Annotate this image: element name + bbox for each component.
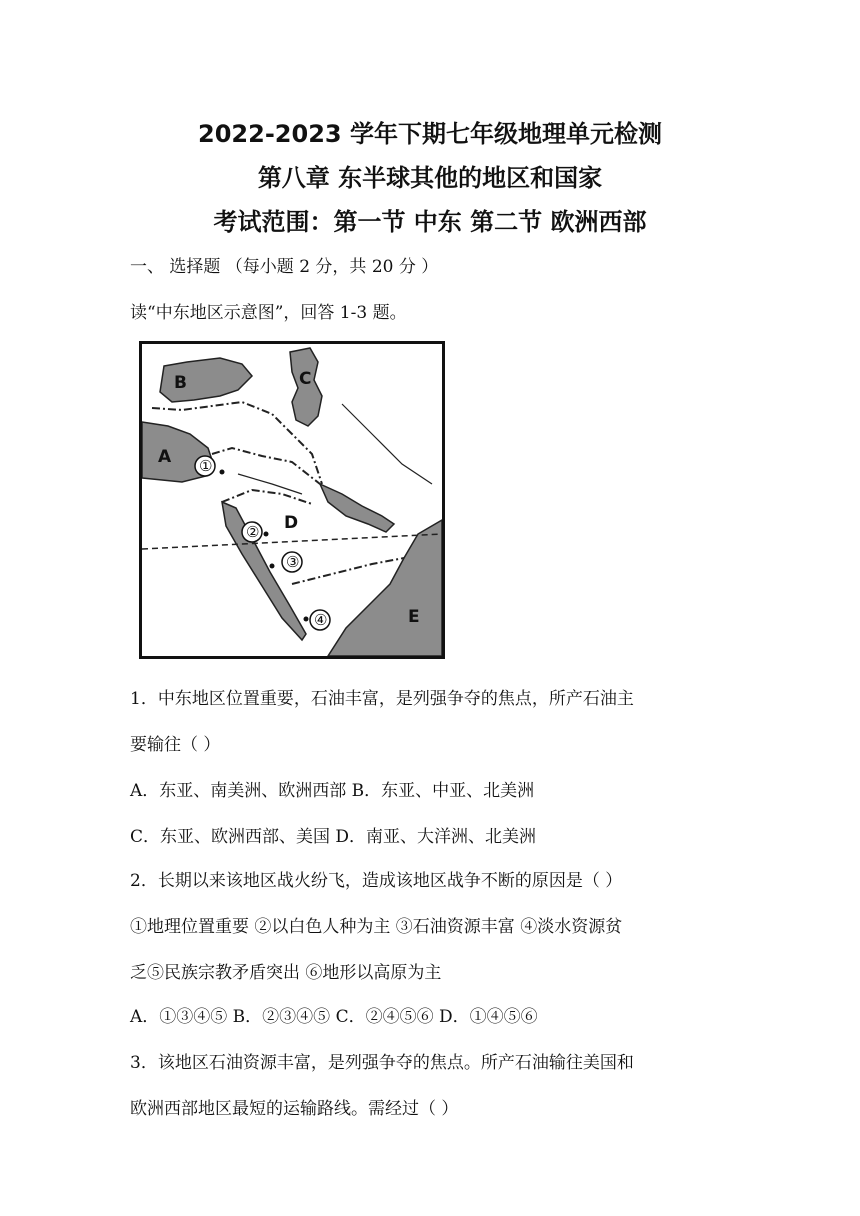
map-marker-4: ④	[314, 611, 328, 629]
coast-line	[342, 404, 432, 484]
middle-east-map	[139, 341, 445, 659]
border-line	[212, 448, 320, 484]
map-marker-3: ③	[286, 553, 300, 571]
chapter-title: 第八章 东半球其他的地区和国家	[257, 164, 603, 192]
map-drawing	[142, 344, 442, 656]
tropic-line	[142, 534, 442, 549]
map-marker-1: ①	[199, 457, 213, 475]
q2-options-line1: A．①③④⑤ B．②③④⑤ C．②④⑤⑥ D．①④⑤⑥	[130, 1007, 538, 1027]
q3-stem-line2: 欧洲西部地区最短的运输路线。需经过（ ）	[130, 1099, 459, 1119]
map-marker-2: ②	[246, 523, 260, 541]
q2-stem-line3: 乏⑤民族宗教矛盾突出 ⑥地形以高原为主	[130, 963, 442, 983]
section-heading: 一、 选择题 （每小题 2 分，共 20 分 ）	[130, 257, 439, 277]
border-line	[292, 558, 404, 584]
q1-options-line2: C．东亚、欧洲西部、美国 D．南亚、大洋洲、北美洲	[130, 827, 537, 847]
section-intro: 读“中东地区示意图”，回答 1-3 题。	[130, 303, 407, 323]
persian-gulf	[320, 484, 394, 532]
map-label-b: B	[174, 373, 187, 393]
q2-stem-line2: ①地理位置重要 ②以白色人种为主 ③石油资源丰富 ④淡水资源贫	[130, 917, 623, 937]
q2-stem-line1: 2．长期以来该地区战火纷飞，造成该地区战争不断的原因是（ ）	[130, 871, 623, 891]
map-label-e: E	[408, 607, 420, 627]
q1-options-line1: A．东亚、南美洲、欧洲西部 B．东亚、中亚、北美洲	[130, 781, 535, 801]
q1-stem-line2: 要输往（ ）	[130, 735, 221, 755]
map-label-c: C	[299, 369, 312, 389]
exam-scope: 考试范围：第一节 中东 第二节 欧洲西部	[213, 208, 647, 236]
border-line	[222, 490, 312, 504]
arabian-sea	[328, 520, 442, 656]
q3-stem-line1: 3．该地区石油资源丰富，是列强争夺的焦点。所产石油输往美国和	[130, 1053, 634, 1073]
map-label-a: A	[158, 447, 172, 467]
exam-title: 2022-2023 学年下期七年级地理单元检测	[198, 120, 662, 148]
q1-stem-line1: 1．中东地区位置重要，石油丰富，是列强争夺的焦点，所产石油主	[130, 689, 634, 709]
map-label-d: D	[284, 513, 299, 533]
